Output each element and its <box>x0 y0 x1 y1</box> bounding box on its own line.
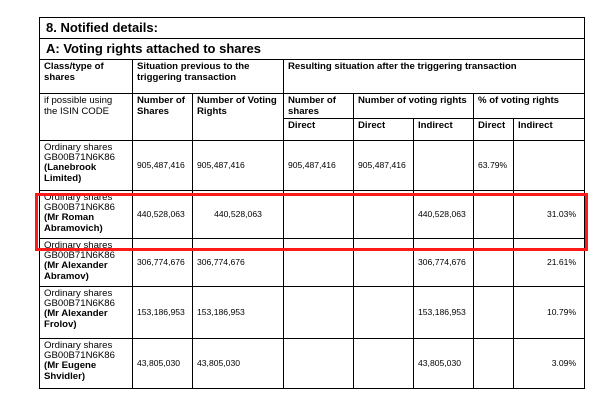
header-number-of-shares-prev: Number of Shares <box>133 94 193 141</box>
votes-prev: 440,528,063 <box>193 191 284 239</box>
votes-indirect <box>414 141 474 191</box>
class-cell <box>40 287 133 339</box>
holder-name: (Lanebrook Limited) <box>44 162 97 184</box>
header-number-of-voting-rights-prev: Number of Voting Rights <box>193 94 284 141</box>
shares-prev: 43,805,030 <box>133 339 193 389</box>
table-row <box>40 339 585 389</box>
share-class: Ordinary shares <box>44 240 113 251</box>
share-class: Ordinary shares <box>44 142 113 153</box>
class-cell <box>40 141 133 191</box>
votes-direct <box>354 287 414 339</box>
pct-indirect: 3.09% <box>514 339 585 389</box>
section-title: 8. Notified details: <box>40 18 585 39</box>
shares-direct <box>284 339 354 389</box>
shares-direct <box>284 287 354 339</box>
shares-direct <box>284 239 354 287</box>
votes-direct <box>354 239 414 287</box>
votes-prev: 306,774,676 <box>193 239 284 287</box>
votes-indirect: 153,186,953 <box>414 287 474 339</box>
share-class: Ordinary shares <box>44 288 113 299</box>
header-class-type: Class/type of shares <box>40 60 133 94</box>
subsection-title: A: Voting rights attached to shares <box>40 39 585 60</box>
holder-name: (Mr Eugene Shvidler) <box>44 360 97 382</box>
votes-prev: 43,805,030 <box>193 339 284 389</box>
votes-direct <box>354 339 414 389</box>
header-class-note: if possible using the ISIN CODE <box>40 94 133 141</box>
header-indirect-pct: Indirect <box>514 119 585 141</box>
class-cell <box>40 191 133 239</box>
pct-direct <box>474 191 514 239</box>
notified-details-sheet <box>39 17 584 389</box>
class-cell <box>40 339 133 389</box>
header-direct-shares: Direct <box>284 119 354 141</box>
shares-direct: 905,487,416 <box>284 141 354 191</box>
shares-prev: 440,528,063 <box>133 191 193 239</box>
votes-direct: 905,487,416 <box>354 141 414 191</box>
shares-prev: 306,774,676 <box>133 239 193 287</box>
class-cell <box>40 239 133 287</box>
pct-indirect: 21.61% <box>514 239 585 287</box>
isin-code: GB00B71N6K86 <box>44 202 115 214</box>
table-row <box>40 191 585 239</box>
voting-rights-table <box>39 17 585 389</box>
share-class: Ordinary shares <box>44 340 113 351</box>
votes-prev: 153,186,953 <box>193 287 284 339</box>
pct-indirect: 31.03% <box>514 191 585 239</box>
votes-indirect: 43,805,030 <box>414 339 474 389</box>
votes-prev: 905,487,416 <box>193 141 284 191</box>
table-row <box>40 239 585 287</box>
pct-direct <box>474 339 514 389</box>
holder-name: (Mr Alexander Abramov) <box>44 260 108 282</box>
isin-code: GB00B71N6K86 <box>44 250 115 262</box>
header-direct-pct: Direct <box>474 119 514 141</box>
header-indirect-votes: Indirect <box>414 119 474 141</box>
header-resulting-situation: Resulting situation after the triggering transaction <box>284 60 585 94</box>
shares-prev: 905,487,416 <box>133 141 193 191</box>
share-class: Ordinary shares <box>44 192 113 203</box>
header-situation-previous: Situation previous to the triggering transaction <box>133 60 284 94</box>
votes-direct <box>354 191 414 239</box>
votes-indirect: 440,528,063 <box>414 191 474 239</box>
isin-code: GB00B71N6K86 <box>44 350 115 362</box>
pct-direct <box>474 239 514 287</box>
shares-direct <box>284 191 354 239</box>
table-row <box>40 141 585 191</box>
header-direct-votes: Direct <box>354 119 414 141</box>
pct-indirect <box>514 141 585 191</box>
header-number-of-voting-rights: Number of voting rights <box>354 94 474 119</box>
holder-name: (Mr Alexander Frolov) <box>44 308 108 330</box>
header-number-of-shares: Number of shares <box>284 94 354 119</box>
pct-indirect: 10.79% <box>514 287 585 339</box>
header-pct-voting-rights: % of voting rights <box>474 94 585 119</box>
isin-code: GB00B71N6K86 <box>44 152 115 164</box>
votes-indirect: 306,774,676 <box>414 239 474 287</box>
isin-code: GB00B71N6K86 <box>44 298 115 310</box>
shares-prev: 153,186,953 <box>133 287 193 339</box>
holder-name: (Mr Roman Abramovich) <box>44 212 103 234</box>
table-row <box>40 287 585 339</box>
pct-direct <box>474 287 514 339</box>
pct-direct: 63.79% <box>474 141 514 191</box>
